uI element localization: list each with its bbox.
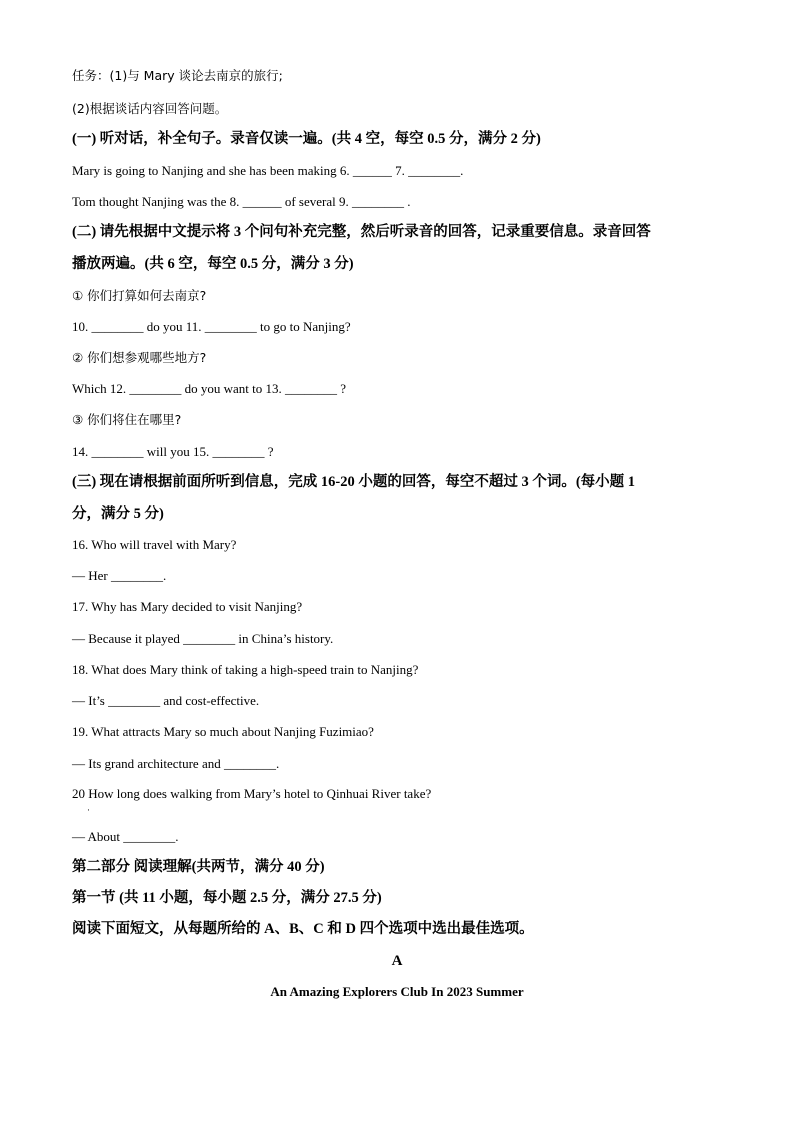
- part2-sentence-3: 14. ________ will you 15. ________ ?: [72, 444, 274, 459]
- passage-title: An Amazing Explorers Club In 2023 Summer: [270, 984, 524, 999]
- part1-sentence-2: Tom thought Nanjing was the 8. ______ of several 9. ________ .: [72, 194, 411, 209]
- task-line-2: (2)根据谈话内容回答问题。: [72, 101, 228, 116]
- part2-prompt-3: ③ 你们将住在哪里?: [72, 412, 182, 427]
- task-line-1: 任务：(1)与 Mary 谈论去南京的旅行;: [72, 68, 283, 83]
- answer-18: — It’s ________ and cost-effective.: [72, 693, 260, 708]
- question-20: 20 How long does walking from Mary’s hotel to Qinhuai River take?: [72, 786, 432, 801]
- answer-17: — Because it played ________ in China’s history.: [72, 631, 334, 646]
- question-16: 16. Who will travel with Mary?: [72, 537, 237, 552]
- part2-prompt-2: ② 你们想参观哪些地方?: [72, 350, 207, 365]
- part2-sentence-1: 10. ________ do you 11. ________ to go to Nanjing?: [72, 319, 351, 334]
- part2-sentence-2: Which 12. ________ do you want to 13. ________ ?: [72, 381, 347, 396]
- answer-19: — Its grand architecture and ________.: [72, 756, 280, 771]
- answer-20: — About ________.: [72, 829, 179, 844]
- question-17: 17. Why has Mary decided to visit Nanjing?: [72, 599, 303, 614]
- question-18: 18. What does Mary think of taking a high-speed train to Nanjing?: [72, 662, 419, 677]
- part3-heading-line-2: 分，满分 5 分): [72, 506, 164, 522]
- part3-heading-line-1: (三) 现在请根据前面所听到信息，完成 16-20 小题的回答，每空不超过 3 个词。(每小题 1: [72, 474, 636, 490]
- part2-heading-line-1: (二) 请先根据中文提示将 3 个问句补充完整，然后听录音的回答，记录重要信息。录音回答: [72, 224, 651, 240]
- passage-label: A: [391, 953, 403, 969]
- part2-heading-line-2: 播放两遍。(共 6 空，每空 0.5 分，满分 3 分): [72, 256, 354, 272]
- answer-16: — Her ________.: [72, 568, 167, 583]
- question-19: 19. What attracts Mary so much about Nanjing Fuzimiao?: [72, 724, 374, 739]
- part1-heading: (一) 听对话，补全句子。录音仅读一遍。(共 4 空，每空 0.5 分，满分 2 分): [72, 131, 541, 147]
- reading-section-title: 第二部分 阅读理解(共两节，满分 40 分): [72, 859, 325, 875]
- reading-subsection-title: 第一节 (共 11 小题，每小题 2.5 分，满分 27.5 分): [72, 890, 382, 906]
- reading-instruction: 阅读下面短文，从每题所给的 A、B、C 和 D 四个选项中选出最佳选项。: [72, 921, 534, 937]
- question-20-dot: ·: [87, 805, 90, 815]
- part2-prompt-1: ① 你们打算如何去南京?: [72, 288, 207, 303]
- part1-sentence-1: Mary is going to Nanjing and she has been making 6. ______ 7. ________.: [72, 163, 464, 178]
